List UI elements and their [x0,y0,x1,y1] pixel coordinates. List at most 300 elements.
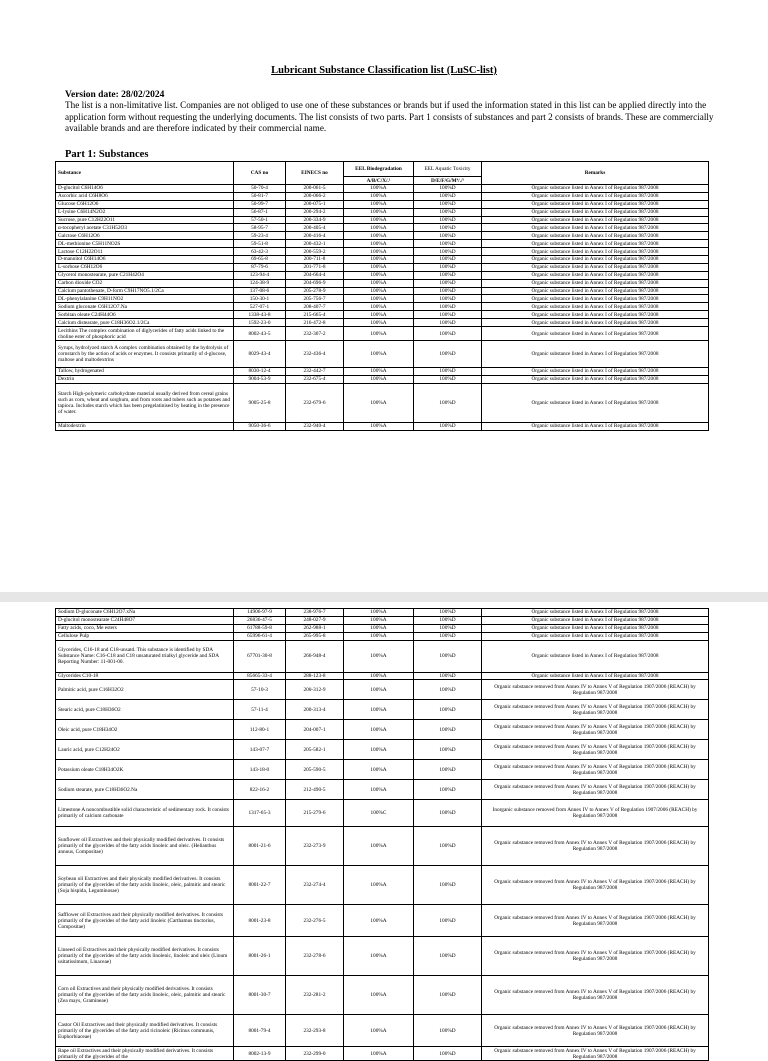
table-row [56,319,709,327]
cell-remarks: Organic substance listed in Annex I of Regulation 987/2008 [482,200,709,208]
cell-substance: Calcium distearate, pure C18H36O2.1/2Ca [56,319,234,327]
cell-cas-number: 67701-30-8 [234,640,286,672]
table-row [56,937,709,976]
cell-remarks: Organic substance removed from Annex IV to Annex V of Regulation 1907/2006 (REACH) by Regulation 987/2008 [482,905,709,937]
cell-substance: Cellulose Pulp [56,632,234,640]
cell-substance: Sodium D-gluconate C6H12O7.xNa [56,609,234,617]
cell-substance: Glucose C6H12O6 [56,200,234,208]
cell-eel-biodegradation: 100%A [344,1047,414,1061]
cell-substance: Stearic acid, pure C18H36O2 [56,700,234,720]
cell-substance: Rape oil Extractives and their physically modified derivatives. It consists primarily of the glycerides of the [56,1047,234,1061]
cell-cas-number: 1317-65-3 [234,800,286,827]
cell-eel-biodegradation: 100%A [344,375,414,383]
cell-remarks: Organic substance listed in Annex I of Regulation 987/2008 [482,295,709,303]
cell-remarks: Organic substance listed in Annex I of Regulation 987/2008 [482,279,709,287]
cell-eel-aquatic-toxicity: 100%D [414,905,482,937]
cell-cas-number: 87-79-6 [234,263,286,271]
cell-einecs-number: 215-279-6 [286,800,344,827]
cell-eel-biodegradation: 100%A [344,368,414,376]
header-cas: CAS no [234,162,286,185]
table-row [56,192,709,200]
cell-cas-number: 59-23-4 [234,232,286,240]
cell-substance: Calcium pantothenate, D-form C9H17NO5.1/2Ca [56,287,234,295]
cell-substance: D-glucitol C6H14O6 [56,185,234,193]
cell-einecs-number: 232-675-4 [286,375,344,383]
header-eel-biodegradation: EEL Biodegradation [344,162,414,177]
cell-substance: Glycerol monostearate, pure C21H42O4 [56,271,234,279]
cell-eel-biodegradation: 100%A [344,208,414,216]
cell-eel-biodegradation: 100%A [344,422,414,430]
cell-remarks: Organic substance listed in Annex I of Regulation 987/2008 [482,240,709,248]
cell-remarks: Organic substance removed from Annex IV to Annex V of Regulation 1907/2006 (REACH) by Regulation 987/2008 [482,680,709,700]
cell-eel-aquatic-toxicity: 100%D [414,271,482,279]
cell-einecs-number: 205-278-9 [286,287,344,295]
cell-eel-biodegradation: 100%A [344,200,414,208]
table-row [56,279,709,287]
table-row [56,827,709,866]
cell-cas-number: 8001-30-7 [234,976,286,1015]
cell-einecs-number: 232-274-4 [286,866,344,905]
cell-eel-biodegradation: 100%A [344,185,414,193]
table-row [56,216,709,224]
cell-einecs-number: 265-995-8 [286,632,344,640]
header-eel-aquatic-codes: D/E/F/G/M⁴/./¹ [414,177,482,185]
cell-cas-number: 123-94-4 [234,271,286,279]
cell-eel-aquatic-toxicity: 100%D [414,327,482,341]
cell-substance: Starch High-polymeric carbohydrate material usually derived from cereal grains such as corn, wheat and sorghum, and from roots and tubers such as potatoes and tapioca. Includes starch which has been pregelatinised by heating in the presence of water. [56,383,234,422]
cell-substance: α-tocopheryl acetate C31H52O3 [56,224,234,232]
cell-cas-number: 9005-25-8 [234,383,286,422]
cell-eel-aquatic-toxicity: 100%D [414,1047,482,1061]
cell-eel-biodegradation: 100%A [344,383,414,422]
cell-cas-number: 26836-47-5 [234,616,286,624]
cell-cas-number: 85665-33-4 [234,672,286,680]
table-row [56,866,709,905]
cell-eel-aquatic-toxicity: 100%D [414,375,482,383]
cell-cas-number: 50-70-4 [234,185,286,193]
cell-einecs-number: 232-436-4 [286,341,344,368]
cell-eel-aquatic-toxicity: 100%D [414,1015,482,1047]
cell-eel-aquatic-toxicity: 100%D [414,240,482,248]
cell-cas-number: 527-07-1 [234,303,286,311]
cell-eel-aquatic-toxicity: 100%D [414,780,482,800]
cell-substance: Castor Oil Extractives and their physically modified derivatives. It consists primarily of the glycerides of the fatty acid ricinoleic (Ricinus communis, Euphorbiaceae) [56,1015,234,1047]
table-row [56,624,709,632]
cell-eel-aquatic-toxicity: 100%D [414,256,482,264]
cell-remarks: Organic substance listed in Annex I of Regulation 987/2008 [482,632,709,640]
table-row [56,640,709,672]
table-row [56,780,709,800]
cell-einecs-number: 200-559-2 [286,248,344,256]
cell-substance: Oleic acid, pure C18H34O2 [56,720,234,740]
cell-eel-biodegradation: 100%A [344,740,414,760]
cell-remarks: Organic substance removed from Annex IV to Annex V of Regulation 1907/2006 (REACH) by Regulation 987/2008 [482,866,709,905]
cell-remarks: Organic substance listed in Annex I of Regulation 987/2008 [482,256,709,264]
header-remarks: Remarks [482,162,709,185]
table-row [56,200,709,208]
cell-substance: Soybean oil Extractives and their physically modified derivatives. It consists primarily of the glycerides of the fatty acids linoleic, oleic, palmitic and stearic (Soja hispida, Leguminosae) [56,866,234,905]
cell-einecs-number: 262-988-1 [286,624,344,632]
cell-eel-aquatic-toxicity: 100%D [414,680,482,700]
cell-substance: Lauric acid, pure C12H24O2 [56,740,234,760]
cell-einecs-number: 266-948-4 [286,640,344,672]
cell-remarks: Organic substance listed in Annex I of Regulation 987/2008 [482,368,709,376]
cell-eel-aquatic-toxicity: 100%D [414,303,482,311]
cell-einecs-number: 201-771-8 [286,263,344,271]
cell-remarks: Organic substance listed in Annex I of Regulation 987/2008 [482,192,709,200]
cell-eel-biodegradation: 100%A [344,287,414,295]
cell-substance: Carbon dioxide CO2 [56,279,234,287]
cell-remarks: Organic substance removed from Annex IV to Annex V of Regulation 1907/2006 (REACH) by Regulation 987/2008 [482,976,709,1015]
cell-eel-biodegradation: 100%A [344,248,414,256]
table-row [56,1047,709,1061]
cell-eel-biodegradation: 100%A [344,780,414,800]
cell-remarks: Organic substance listed in Annex I of Regulation 987/2008 [482,303,709,311]
cell-remarks: Organic substance listed in Annex I of Regulation 987/2008 [482,216,709,224]
cell-einecs-number: 205-756-7 [286,295,344,303]
cell-einecs-number: 215-665-4 [286,311,344,319]
cell-eel-aquatic-toxicity: 100%D [414,624,482,632]
cell-remarks: Organic substance listed in Annex I of Regulation 987/2008 [482,672,709,680]
cell-cas-number: 50-99-7 [234,200,286,208]
cell-eel-aquatic-toxicity: 100%D [414,224,482,232]
cell-substance: Galctose C6H12O6 [56,232,234,240]
cell-cas-number: 9004-53-9 [234,375,286,383]
cell-remarks: Organic substance listed in Annex I of Regulation 987/2008 [482,271,709,279]
cell-eel-aquatic-toxicity: 100%D [414,185,482,193]
cell-cas-number: 50-81-7 [234,192,286,200]
table-row [56,185,709,193]
cell-einecs-number: 232-679-6 [286,383,344,422]
cell-cas-number: 8001-22-7 [234,866,286,905]
cell-eel-aquatic-toxicity: 100%D [414,800,482,827]
cell-remarks: Organic substance removed from Annex IV to Annex V of Regulation 1907/2006 (REACH) by Regulation 987/2008 [482,740,709,760]
cell-einecs-number: 232-299-0 [286,1047,344,1061]
cell-eel-aquatic-toxicity: 100%D [414,422,482,430]
table-row [56,905,709,937]
cell-einecs-number: 232-278-6 [286,937,344,976]
cell-einecs-number: 232-276-5 [286,905,344,937]
cell-substance: DL-methionine C5H11NO2S [56,240,234,248]
cell-cas-number: 56-87-1 [234,208,286,216]
cell-eel-biodegradation: 100%A [344,624,414,632]
cell-substance: Sunflower oil Extractives and their physically modified derivatives. It consists primarily of the glycerides of the fatty acids linoleic and oleic. (Helianthus annuus, Compositae) [56,827,234,866]
cell-cas-number: 57-10-3 [234,680,286,700]
cell-eel-aquatic-toxicity: 100%D [414,720,482,740]
cell-cas-number: 143-18-0 [234,760,286,780]
cell-substance: Ascorbic acid C6H8O6 [56,192,234,200]
cell-substance: DL-phenylalanine C9H11NO2 [56,295,234,303]
table-row [56,760,709,780]
cell-eel-biodegradation: 100%A [344,937,414,976]
cell-eel-aquatic-toxicity: 100%D [414,760,482,780]
cell-einecs-number: 204-696-9 [286,279,344,287]
document-page-2 [0,602,768,1060]
substances-table-part1 [55,161,709,431]
cell-eel-aquatic-toxicity: 100%D [414,383,482,422]
cell-eel-aquatic-toxicity: 100%D [414,263,482,271]
cell-cas-number: 1592-23-0 [234,319,286,327]
table-row [56,303,709,311]
table-row [56,632,709,640]
table-row [56,383,709,422]
version-date: Version date: 28/02/2024 [65,90,165,100]
cell-remarks: Organic substance listed in Annex I of Regulation 987/2008 [482,616,709,624]
cell-remarks: Organic substance listed in Annex I of Regulation 987/2008 [482,319,709,327]
intro-paragraph: The list is a non-limitative list. Companies are not obliged to use one of these substances or brands but if used the information stated in this list can be applied directly into the application form without requesting the underlying documents. The list consists of two parts. Part 1 consists of substances and part 2 consists of brands. These are commercially available brands and are therefore indicated by their commercial name. [65,100,714,134]
cell-eel-biodegradation: 100%A [344,271,414,279]
cell-einecs-number: 200-312-9 [286,680,344,700]
cell-substance: Syrups, hydrolyzed starch A complex combination obtained by the hydrolysis of cornstarch by the action of acids or enzymes. It consists primarily of d-glucose, maltose and maltodextrins [56,341,234,368]
cell-substance: Sorbitan oleate C24H44O6 [56,311,234,319]
table-row [56,271,709,279]
cell-einecs-number: 200-711-8 [286,256,344,264]
cell-einecs-number: 200-075-1 [286,200,344,208]
cell-cas-number: 112-80-1 [234,720,286,740]
cell-eel-aquatic-toxicity: 100%D [414,672,482,680]
cell-remarks: Organic substance removed from Annex IV to Annex V of Regulation 1907/2006 (REACH) by Regulation 987/2008 [482,1047,709,1061]
cell-remarks: Organic substance listed in Annex I of Regulation 987/2008 [482,185,709,193]
cell-einecs-number: 200-432-1 [286,240,344,248]
document-title: Lubricant Substance Classification list (LuSC-list) [271,65,497,76]
table-row [56,208,709,216]
cell-cas-number: 8002-13-9 [234,1047,286,1061]
cell-substance: Glycerides, C16-18 and C18-unsatd. This substance is identified by SDA Substance Name: C16-C18 and C18 unsaturated trialkyl glyceride and SDA Reporting Number: 11-001-00. [56,640,234,672]
cell-einecs-number: 200-405-4 [286,224,344,232]
cell-eel-biodegradation: 100%A [344,216,414,224]
cell-eel-aquatic-toxicity: 100%D [414,311,482,319]
cell-eel-aquatic-toxicity: 100%D [414,609,482,617]
cell-einecs-number: 232-273-9 [286,827,344,866]
cell-einecs-number: 204-007-1 [286,720,344,740]
cell-einecs-number: 288-123-8 [286,672,344,680]
cell-einecs-number: 204-664-4 [286,271,344,279]
cell-eel-biodegradation: 100%A [344,240,414,248]
cell-einecs-number: 200-416-4 [286,232,344,240]
cell-substance: Lactose C12H22O11 [56,248,234,256]
cell-einecs-number: 232-307-2 [286,327,344,341]
header-eel-biodegradation-codes: A/B/C/X/.¹ [344,177,414,185]
cell-eel-aquatic-toxicity: 100%D [414,295,482,303]
table-row [56,375,709,383]
cell-cas-number: 8001-23-8 [234,905,286,937]
cell-eel-aquatic-toxicity: 100%D [414,248,482,256]
cell-remarks: Organic substance removed from Annex IV to Annex V of Regulation 1907/2006 (REACH) by Regulation 987/2008 [482,700,709,720]
cell-eel-biodegradation: 100%A [344,1015,414,1047]
page-separator [0,592,768,602]
cell-eel-aquatic-toxicity: 100%D [414,368,482,376]
cell-einecs-number: 232-442-7 [286,368,344,376]
cell-eel-aquatic-toxicity: 100%D [414,632,482,640]
header-substance: Substance [56,162,234,185]
cell-eel-biodegradation: 100%A [344,976,414,1015]
cell-substance: Fatty acids, coco, Me esters [56,624,234,632]
cell-substance: Sucrose, pure C12H22O11 [56,216,234,224]
header-eel-aquatic: EEL Aquatic Toxicity [414,162,482,177]
cell-remarks: Inorganic substance removed from Annex IV to Annex V of Regulation 1907/2006 (REACH) by Regulation 987/2008 [482,800,709,827]
cell-eel-biodegradation: 100%A [344,192,414,200]
cell-substance: Sodium stearate, pure C18H36O2.Na [56,780,234,800]
cell-eel-biodegradation: 100%A [344,311,414,319]
cell-cas-number: 8001-21-6 [234,827,286,866]
cell-eel-biodegradation: 100%A [344,672,414,680]
cell-cas-number: 57-50-1 [234,216,286,224]
cell-remarks: Organic substance listed in Annex I of Regulation 987/2008 [482,232,709,240]
cell-substance: D-glucitol monostearate C24H48O7 [56,616,234,624]
cell-einecs-number: 232-940-4 [286,422,344,430]
cell-einecs-number: 200-066-2 [286,192,344,200]
cell-substance: L-lysine C6H14N2O2 [56,208,234,216]
table-row [56,800,709,827]
cell-eel-aquatic-toxicity: 100%D [414,279,482,287]
cell-remarks: Organic substance listed in Annex I of Regulation 987/2008 [482,624,709,632]
table-row [56,224,709,232]
cell-eel-biodegradation: 100%A [344,680,414,700]
cell-eel-aquatic-toxicity: 100%D [414,616,482,624]
cell-eel-aquatic-toxicity: 100%D [414,192,482,200]
cell-einecs-number: 205-590-5 [286,760,344,780]
cell-einecs-number: 248-027-9 [286,616,344,624]
cell-cas-number: 8029-43-4 [234,341,286,368]
cell-cas-number: 58-95-7 [234,224,286,232]
table-body-continued [56,609,709,1061]
part1-heading: Part 1: Substances [65,149,149,160]
table-row [56,256,709,264]
table-row [56,232,709,240]
cell-cas-number: 65996-61-4 [234,632,286,640]
cell-cas-number: 8001-79-4 [234,1015,286,1047]
cell-remarks: Organic substance listed in Annex I of Regulation 987/2008 [482,327,709,341]
cell-cas-number: 8002-43-5 [234,327,286,341]
cell-substance: Linseed oil Extractives and their physically modified derivatives. It consists primarily of the glycerides of the fatty acids linolenic, linoleic and oleic (Linum usitatissimum, Linaceae) [56,937,234,976]
cell-eel-biodegradation: 100%A [344,256,414,264]
cell-eel-aquatic-toxicity: 100%D [414,866,482,905]
cell-eel-biodegradation: 100%A [344,279,414,287]
cell-eel-biodegradation: 100%A [344,609,414,617]
table-row [56,1015,709,1047]
cell-eel-biodegradation: 100%A [344,905,414,937]
cell-eel-aquatic-toxicity: 100%D [414,200,482,208]
cell-einecs-number: 216-472-8 [286,319,344,327]
cell-remarks: Organic substance removed from Annex IV to Annex V of Regulation 1907/2006 (REACH) by Regulation 987/2008 [482,937,709,976]
table-row [56,700,709,720]
cell-eel-biodegradation: 100%A [344,700,414,720]
cell-cas-number: 63-42-3 [234,248,286,256]
cell-substance: Lecithins The complex combination of diglycerides of fatty acids linked to the choline ester of phosphoric acid [56,327,234,341]
table-body-part1 [56,185,709,431]
cell-substance: L-sorbose C6H12O6 [56,263,234,271]
cell-remarks: Organic substance listed in Annex I of Regulation 987/2008 [482,640,709,672]
cell-eel-biodegradation: 100%A [344,640,414,672]
cell-eel-biodegradation: 100%A [344,866,414,905]
cell-cas-number: 69-65-8 [234,256,286,264]
cell-remarks: Organic substance listed in Annex I of Regulation 987/2008 [482,248,709,256]
table-row [56,240,709,248]
table-row [56,368,709,376]
cell-eel-aquatic-toxicity: 100%D [414,341,482,368]
cell-einecs-number: 208-407-7 [286,303,344,311]
cell-substance: Maltodextrin [56,422,234,430]
cell-remarks: Organic substance listed in Annex I of Regulation 987/2008 [482,383,709,422]
cell-einecs-number: 212-490-5 [286,780,344,800]
cell-eel-biodegradation: 100%A [344,319,414,327]
cell-remarks: Organic substance removed from Annex IV to Annex V of Regulation 1907/2006 (REACH) by Regulation 987/2008 [482,827,709,866]
cell-cas-number: 1338-43-8 [234,311,286,319]
cell-cas-number: 822-16-2 [234,780,286,800]
cell-eel-biodegradation: 100%A [344,720,414,740]
cell-eel-aquatic-toxicity: 100%D [414,319,482,327]
table-row [56,609,709,617]
cell-eel-biodegradation: 100%C [344,800,414,827]
cell-substance: Dextrin [56,375,234,383]
table-row [56,311,709,319]
cell-eel-biodegradation: 100%A [344,327,414,341]
cell-eel-biodegradation: 100%A [344,341,414,368]
cell-eel-biodegradation: 100%A [344,303,414,311]
cell-einecs-number: 232-293-8 [286,1015,344,1047]
cell-eel-biodegradation: 100%A [344,760,414,780]
cell-cas-number: 57-11-4 [234,700,286,720]
cell-eel-aquatic-toxicity: 100%D [414,937,482,976]
cell-substance: Glycerides C10-18 [56,672,234,680]
cell-eel-biodegradation: 100%A [344,632,414,640]
cell-einecs-number: 200-294-2 [286,208,344,216]
table-row [56,248,709,256]
cell-substance: Sodium gluconate C6H12O7.Na [56,303,234,311]
table-row [56,680,709,700]
cell-einecs-number: 200-334-9 [286,216,344,224]
cell-einecs-number: 232-281-2 [286,976,344,1015]
table-row [56,616,709,624]
cell-cas-number: 61788-59-8 [234,624,286,632]
cell-einecs-number: 200-061-5 [286,185,344,193]
cell-eel-biodegradation: 100%A [344,232,414,240]
cell-remarks: Organic substance listed in Annex I of Regulation 987/2008 [482,224,709,232]
cell-cas-number: 59-51-8 [234,240,286,248]
cell-eel-biodegradation: 100%A [344,224,414,232]
cell-substance: D-mannitol C6H14O6 [56,256,234,264]
cell-cas-number: 9050-36-6 [234,422,286,430]
cell-einecs-number: 205-582-1 [286,740,344,760]
cell-eel-biodegradation: 100%A [344,827,414,866]
cell-eel-aquatic-toxicity: 100%D [414,216,482,224]
table-row [56,672,709,680]
table-row [56,263,709,271]
cell-substance: Safflower oil Extractives and their physically modified derivatives. It consists primarily of the glycerides of the fatty acid linoleic (Carthamus tinctorius, Compositae) [56,905,234,937]
cell-remarks: Organic substance removed from Annex IV to Annex V of Regulation 1907/2006 (REACH) by Regulation 987/2008 [482,760,709,780]
table-row [56,341,709,368]
table-row [56,976,709,1015]
table-row [56,740,709,760]
cell-eel-aquatic-toxicity: 100%D [414,827,482,866]
table-row [56,295,709,303]
cell-remarks: Organic substance listed in Annex I of Regulation 987/2008 [482,208,709,216]
cell-remarks: Organic substance listed in Annex I of Regulation 987/2008 [482,263,709,271]
cell-eel-biodegradation: 100%A [344,295,414,303]
cell-cas-number: 8001-26-1 [234,937,286,976]
cell-eel-aquatic-toxicity: 100%D [414,232,482,240]
cell-eel-aquatic-toxicity: 100%D [414,287,482,295]
cell-eel-aquatic-toxicity: 100%D [414,208,482,216]
table-row [56,720,709,740]
cell-remarks: Organic substance removed from Annex IV to Annex V of Regulation 1907/2006 (REACH) by Regulation 987/2008 [482,720,709,740]
cell-substance: Potassium oleate C18H34O2K [56,760,234,780]
cell-einecs-number: 238-976-7 [286,609,344,617]
cell-substance: Tallow, hydrogenated [56,368,234,376]
cell-cas-number: 150-30-1 [234,295,286,303]
cell-eel-aquatic-toxicity: 100%D [414,700,482,720]
table-row [56,287,709,295]
